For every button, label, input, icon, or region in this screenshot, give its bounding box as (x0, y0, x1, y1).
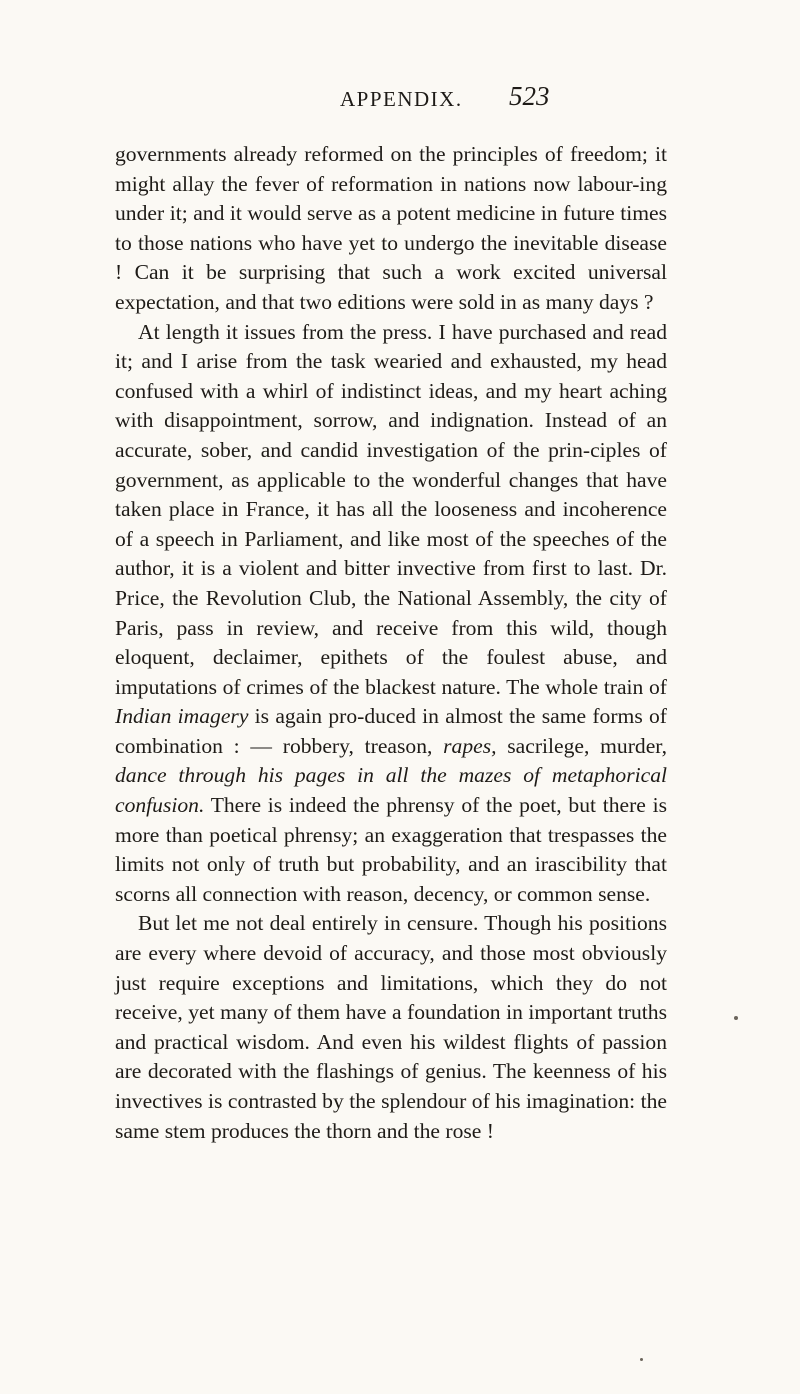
page-header (0, 81, 800, 125)
paper-speck (640, 1358, 643, 1361)
paragraph-2-part-b: is again pro-duced in almost the same forms of combination : — robbery, treason, (115, 704, 667, 758)
paragraph-3: But let me not deal entirely in censure. Though his positions are every where devoid of accuracy, and those most obviously just require exceptions and limitations, which they do not receive, yet many of them have a foundation in important truths and practical wisdom. And even his wildest flights of passion are decorated with the flashings of genius. The keenness of his invectives is contrasted by the splendour of his imagination: the same stem produces the thorn and the rose ! (115, 911, 667, 1143)
italic-indian-imagery: Indian imagery (115, 704, 249, 729)
paragraph-2-part-a: At length it issues from the press. I have purchased and read it; and I arise from the task wearied and exhausted, my head confused with a whirl of indistinct ideas, and my heart aching with disappointment, sorrow, and indignation. Instead of an accurate, sober, and candid investigation of the prin-ciples of government, as applicable to the wonderful changes that have taken place in France, it has all the looseness and incoherence of a speech in Parliament, and like most of the speeches of the author, it is a violent and bitter invective from first to last. Dr. Price, the Revolution Club, the National Assembly, the city of Paris, pass in review, and receive from this wild, though eloquent, declaimer, epithets of the foulest abuse, and imputations of crimes of the blackest nature. The whole train of (115, 319, 667, 699)
running-head: APPENDIX. (340, 87, 463, 111)
paper-speck (734, 1016, 738, 1020)
body-text (115, 140, 667, 1146)
paragraph-2-part-c: sacrilege, murder, (496, 733, 668, 758)
italic-rapes: rapes, (443, 733, 497, 758)
paragraph-1: governments already reformed on the principles of freedom; it might allay the fever of reformation in nations now labour-ing under it; and it would serve as a potent medicine in future times to those nations who have yet to undergo the inevitable disease ! Can it be surprising that such a work excited universal expectation, and that two editions were sold in as many days ? (115, 142, 667, 314)
italic-dance-quote: dance through his pages in all the mazes of metaphorical confusion. (115, 763, 667, 818)
page-number: 523 (509, 81, 550, 111)
paragraph-2-part-d: There is indeed the phrensy of the poet, but there is more than poetical phrensy; an exaggeration that trespasses the limits not only of truth but probability, and an irascibility that scorns all connection with reason, decency, or common sense. (115, 793, 667, 906)
paragraph-2 (115, 318, 667, 910)
